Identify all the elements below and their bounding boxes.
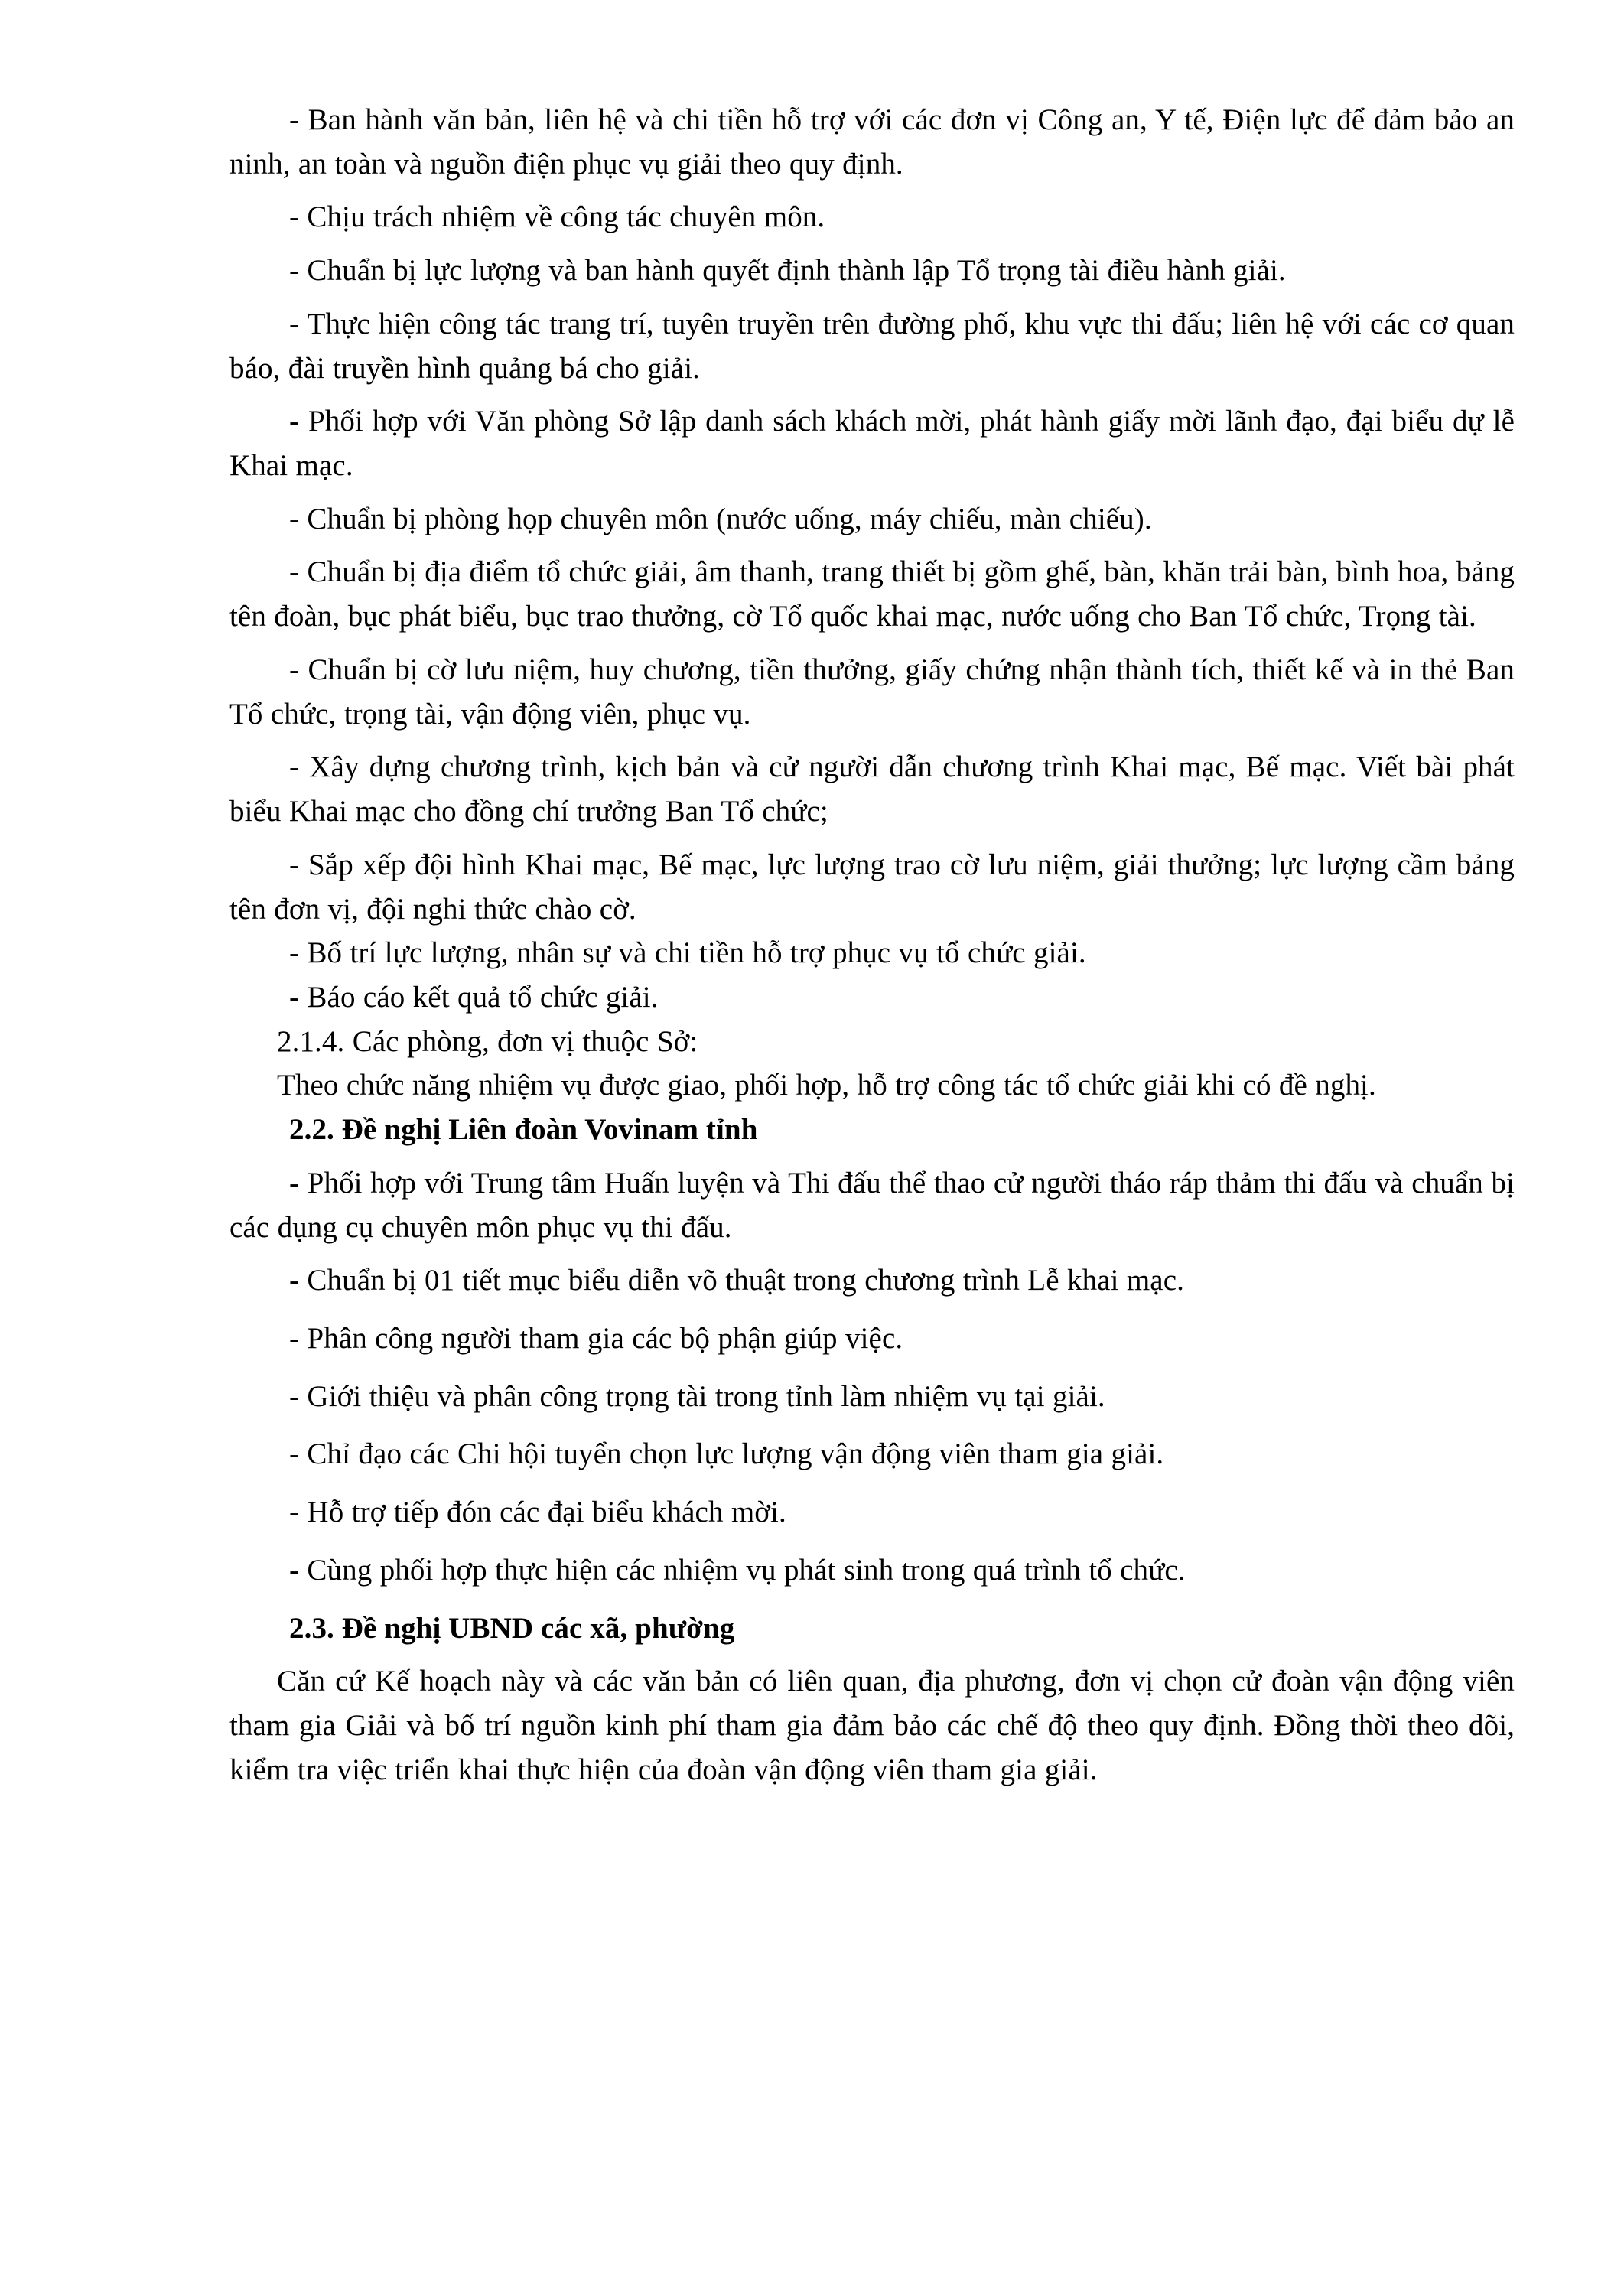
heading-2-2: 2.2. Đề nghị Liên đoàn Vovinam tỉnh xyxy=(289,1113,758,1147)
paragraph-spacer xyxy=(229,239,1515,249)
subheading-2-1-4: 2.1.4. Các phòng, đơn vị thuộc Sở: xyxy=(277,1024,698,1058)
paragraph-bullet-3: - Chuẩn bị lực lượng và ban hành quyết định thành lập Tổ trọng tài điều hành giải. xyxy=(289,254,1286,288)
paragraph-bullet-11: - Bố trí lực lượng, nhân sự và chi tiền hỗ trợ phục vụ tổ chức giải. xyxy=(289,936,1086,970)
paragraph-bullet-14: - Chuẩn bị 01 tiết mục biểu diễn võ thuật trong chương trình Lễ khai mạc. xyxy=(289,1264,1184,1297)
paragraph-bullet-1: - Ban hành văn bản, liên hệ và chi tiền hỗ trợ với các đơn vị Công an, Y tế, Điện lực để đảm bảo an ninh, an toàn và nguồn điện phục vụ giải theo quy định. xyxy=(229,103,1515,181)
paragraph-2-1-4-body: Theo chức năng nhiệm vụ được giao, phối hợp, hỗ trợ công tác tổ chức giải khi có đề nghị. xyxy=(277,1069,1376,1102)
paragraph-spacer xyxy=(229,1476,1515,1490)
paragraph-bullet-9: - Xây dựng chương trình, kịch bản và cử người dẫn chương trình Khai mạc, Bế mạc. Viết bài phát biểu Khai mạc cho đồng chí trưởng Ban Tổ chức; xyxy=(229,750,1515,828)
paragraph-spacer xyxy=(229,1650,1515,1659)
paragraph-bullet-13: - Phối hợp với Trung tâm Huấn luyện và Thi đấu thể thao cử người tháo ráp thảm thi đấu và chuẩn bị các dụng cụ chuyên môn phục vụ thi đấu. xyxy=(229,1166,1515,1244)
paragraph-bullet-17: - Chỉ đạo các Chi hội tuyển chọn lực lượng vận động viên tham gia giải. xyxy=(289,1437,1164,1471)
paragraph-spacer xyxy=(229,736,1515,745)
paragraph-bullet-7: - Chuẩn bị địa điểm tổ chức giải, âm thanh, trang thiết bị gồm ghế, bàn, khăn trải bàn, bình hoa, bảng tên đoàn, bục phát biểu, bục trao thưởng, cờ Tổ quốc khai mạc, nước uống cho Ban Tổ chức, Trọng tài. xyxy=(229,555,1515,633)
paragraph-bullet-16: - Giới thiệu và phân công trọng tài trong tỉnh làm nhiệm vụ tại giải. xyxy=(289,1379,1105,1413)
paragraph-spacer xyxy=(229,186,1515,195)
paragraph-spacer xyxy=(229,1361,1515,1375)
paragraph-spacer xyxy=(229,488,1515,497)
paragraph-bullet-12: - Báo cáo kết quả tổ chức giải. xyxy=(289,980,659,1014)
paragraph-spacer xyxy=(229,639,1515,648)
paragraph-bullet-8: - Chuẩn bị cờ lưu niệm, huy chương, tiền thưởng, giấy chứng nhận thành tích, thiết kế và in thẻ Ban Tổ chức, trọng tài, vận động viên, phục vụ. xyxy=(229,653,1515,731)
paragraph-bullet-5: - Phối hợp với Văn phòng Sở lập danh sách khách mời, phát hành giấy mời lãnh đạo, đại biểu dự lễ Khai mạc. xyxy=(229,405,1515,483)
paragraph-spacer xyxy=(229,1249,1515,1258)
paragraph-bullet-19: - Cùng phối hợp thực hiện các nhiệm vụ phát sinh trong quá trình tổ chức. xyxy=(289,1553,1186,1587)
document-body xyxy=(229,98,1515,1792)
paragraph-bullet-6: - Chuẩn bị phòng họp chuyên môn (nước uống, máy chiếu, màn chiếu). xyxy=(289,502,1152,536)
paragraph-bullet-18: - Hỗ trợ tiếp đón các đại biểu khách mời. xyxy=(289,1496,786,1529)
paragraph-2-3-body: Căn cứ Kế hoạch này và các văn bản có liên quan, địa phương, đơn vị chọn cử đoàn vận động viên tham gia Giải và bố trí nguồn kinh phí tham gia đảm bảo các chế độ theo quy định. Đồng thời theo dõi, kiểm tra việc triển khai thực hiện của đoàn vận động viên tham gia giải. xyxy=(229,1665,1515,1786)
paragraph-bullet-2: - Chịu trách nhiệm về công tác chuyên môn. xyxy=(289,200,825,234)
paragraph-spacer xyxy=(229,1152,1515,1161)
paragraph-spacer xyxy=(229,1593,1515,1606)
paragraph-bullet-10: - Sắp xếp đội hình Khai mạc, Bế mạc, lực lượng trao cờ lưu niệm, giải thưởng; lực lượng cầm bảng tên đơn vị, đội nghi thức chào cờ. xyxy=(229,848,1515,926)
paragraph-bullet-4: - Thực hiện công tác trang trí, tuyên truyền trên đường phố, khu vực thi đấu; liên hệ với các cơ quan báo, đài truyền hình quảng bá cho giải. xyxy=(229,307,1515,385)
paragraph-bullet-15: - Phân công người tham gia các bộ phận giúp việc. xyxy=(289,1321,903,1355)
paragraph-spacer xyxy=(229,293,1515,302)
paragraph-spacer xyxy=(229,1535,1515,1548)
paragraph-spacer xyxy=(229,390,1515,399)
heading-2-3: 2.3. Đề nghị UBND các xã, phường xyxy=(289,1611,735,1645)
paragraph-spacer xyxy=(229,1418,1515,1432)
paragraph-spacer xyxy=(229,541,1515,550)
paragraph-spacer xyxy=(229,834,1515,843)
paragraph-spacer xyxy=(229,1303,1515,1317)
